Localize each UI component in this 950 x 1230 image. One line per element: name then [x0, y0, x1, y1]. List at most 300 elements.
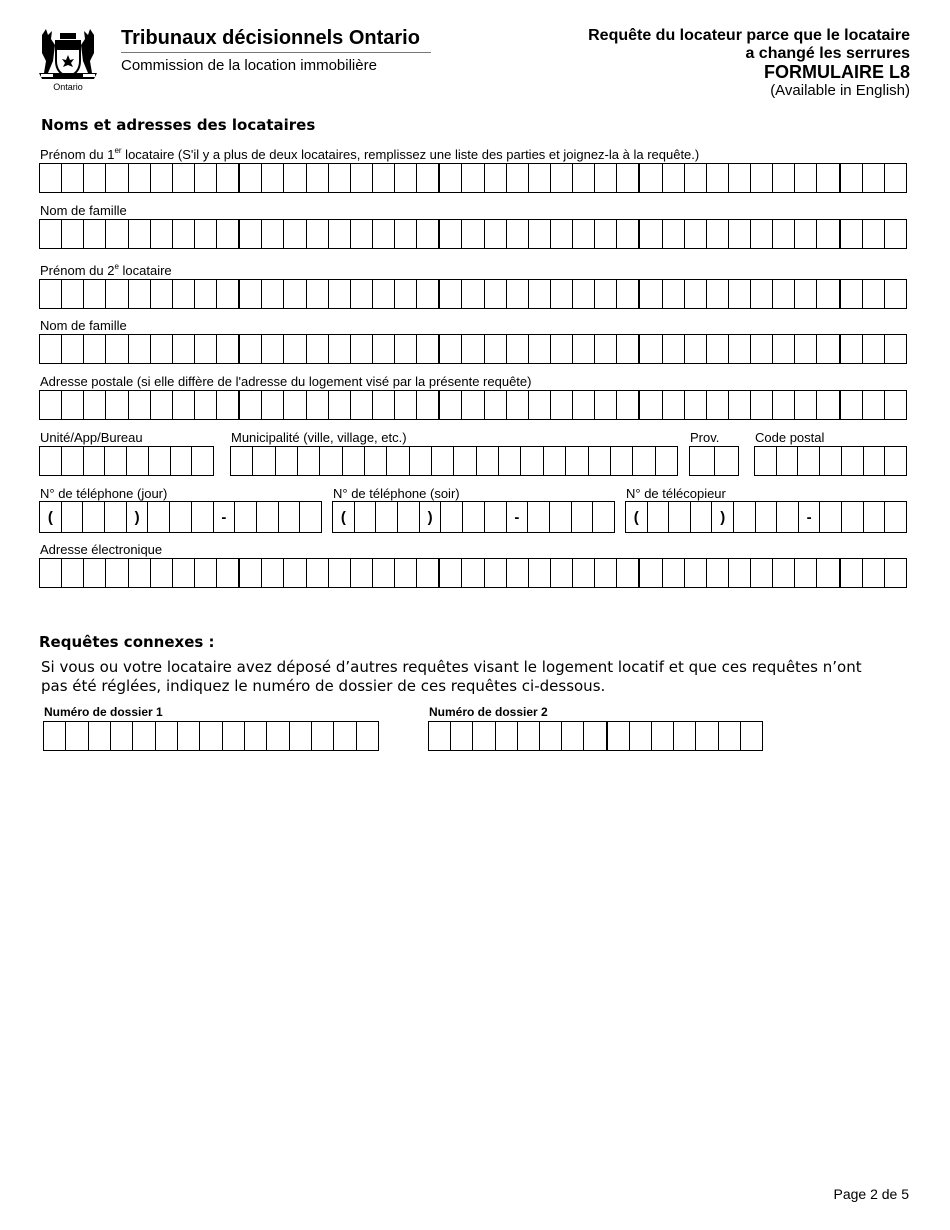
fax-input[interactable]	[625, 501, 907, 533]
char-box	[128, 220, 150, 248]
char-box	[244, 722, 266, 750]
phone-cell	[82, 502, 104, 532]
char-box	[662, 559, 684, 587]
char-box	[498, 447, 520, 475]
char-box	[662, 164, 684, 192]
related-text: Si vous ou votre locataire avez déposé d’autres requêtes visant le logement locatif et que ces requêtes n’ont pas été réglées, indiquez le numéro de dossier de ces requêtes ci-dessous.	[41, 658, 862, 695]
char-box	[105, 280, 127, 308]
char-box	[311, 722, 333, 750]
char-box	[350, 164, 372, 192]
char-box	[632, 447, 654, 475]
char-box	[306, 559, 328, 587]
file-number-1-label: Numéro de dossier 1	[44, 705, 163, 719]
char-box	[177, 722, 199, 750]
char-box	[155, 722, 177, 750]
char-box	[794, 391, 816, 419]
char-box	[194, 220, 216, 248]
char-box	[684, 164, 706, 192]
char-box	[750, 391, 772, 419]
char-box	[61, 335, 83, 363]
char-box	[132, 722, 154, 750]
char-box	[150, 559, 172, 587]
char-box	[394, 220, 416, 248]
char-box	[350, 280, 372, 308]
char-box	[884, 335, 906, 363]
municipality-input[interactable]	[230, 446, 678, 476]
phone-day-input[interactable]	[39, 501, 322, 533]
char-box	[283, 391, 305, 419]
char-box	[673, 722, 695, 750]
first-name-2-input[interactable]	[39, 279, 907, 309]
char-box	[476, 447, 498, 475]
phone-cell	[397, 502, 419, 532]
form-title-line-2: a changé les serrures	[745, 45, 910, 62]
phone-cell	[484, 502, 506, 532]
last-name-2-input[interactable]	[39, 334, 907, 364]
char-box	[750, 164, 772, 192]
char-box	[128, 559, 150, 587]
char-box	[794, 335, 816, 363]
phone-cell	[191, 502, 213, 532]
phone-cell	[776, 502, 798, 532]
char-box	[606, 722, 629, 750]
char-box	[333, 722, 355, 750]
char-box	[506, 280, 528, 308]
char-box	[706, 280, 728, 308]
char-box	[816, 391, 838, 419]
char-box	[194, 559, 216, 587]
char-box	[40, 164, 61, 192]
char-box	[61, 220, 83, 248]
char-box	[629, 722, 651, 750]
char-box	[105, 559, 127, 587]
last-name-1-input[interactable]	[39, 219, 907, 249]
first-name-2-label	[40, 263, 172, 278]
phone-day-label: N° de téléphone (jour)	[40, 486, 168, 501]
char-box	[372, 220, 394, 248]
char-box	[306, 391, 328, 419]
email-label: Adresse électronique	[40, 542, 163, 557]
char-box	[126, 447, 148, 475]
char-box	[61, 447, 83, 475]
phone-cell	[592, 502, 614, 532]
phone-evening-input[interactable]	[332, 501, 615, 533]
char-box	[306, 164, 328, 192]
char-box	[684, 391, 706, 419]
char-box	[372, 559, 394, 587]
char-box	[238, 391, 261, 419]
char-box	[438, 220, 461, 248]
char-box	[61, 164, 83, 192]
char-box	[572, 559, 594, 587]
char-box	[616, 559, 638, 587]
char-box	[706, 164, 728, 192]
prov-input[interactable]	[689, 446, 739, 476]
mailing-address-label: Adresse postale (si elle diffère de l'adresse du logement visé par la présente requête)	[40, 374, 532, 389]
char-box	[594, 164, 616, 192]
char-box	[638, 391, 661, 419]
char-box	[461, 220, 483, 248]
phone-cell	[690, 502, 712, 532]
char-box	[238, 280, 261, 308]
char-box	[755, 447, 776, 475]
phone-cell	[571, 502, 593, 532]
char-box	[506, 335, 528, 363]
char-box	[728, 335, 750, 363]
phone-cell	[819, 502, 841, 532]
char-box	[561, 722, 583, 750]
fax-open-paren: (	[633, 508, 639, 526]
char-box	[862, 220, 884, 248]
char-box	[740, 722, 762, 750]
char-box	[662, 335, 684, 363]
char-box	[862, 164, 884, 192]
form-heading	[588, 27, 910, 99]
char-box	[862, 280, 884, 308]
char-box	[283, 335, 305, 363]
fax-label: N° de télécopieur	[626, 486, 726, 501]
char-box	[431, 447, 453, 475]
char-box	[40, 559, 61, 587]
file-number-1-input[interactable]	[43, 721, 379, 751]
char-box	[794, 559, 816, 587]
last-name-1-label: Nom de famille	[40, 203, 127, 218]
first-name-1-label	[40, 147, 699, 162]
char-box	[394, 164, 416, 192]
first-name-1-input[interactable]	[39, 163, 907, 193]
char-box	[484, 220, 506, 248]
char-box	[44, 722, 65, 750]
char-box	[150, 391, 172, 419]
char-box	[328, 280, 350, 308]
char-box	[750, 335, 772, 363]
char-box	[550, 391, 572, 419]
unit-input[interactable]	[39, 446, 214, 476]
char-box	[839, 391, 862, 419]
char-box	[328, 559, 350, 587]
char-box	[328, 335, 350, 363]
char-box	[506, 391, 528, 419]
char-box	[172, 335, 194, 363]
char-box	[543, 447, 565, 475]
phone-cell	[884, 502, 906, 532]
char-box	[88, 722, 110, 750]
char-box	[416, 335, 438, 363]
char-box	[750, 280, 772, 308]
char-box	[695, 722, 717, 750]
char-box	[794, 164, 816, 192]
char-box	[819, 447, 841, 475]
char-box	[528, 559, 550, 587]
char-box	[306, 280, 328, 308]
char-box	[794, 220, 816, 248]
char-box	[884, 447, 906, 475]
char-box	[216, 559, 238, 587]
char-box	[706, 559, 728, 587]
char-box	[283, 280, 305, 308]
phone-cell	[147, 502, 169, 532]
char-box	[706, 335, 728, 363]
file-number-2-input[interactable]	[428, 721, 763, 751]
char-box	[616, 164, 638, 192]
phone-cell	[354, 502, 376, 532]
char-box	[222, 722, 244, 750]
char-box	[110, 722, 132, 750]
phone-cell	[462, 502, 484, 532]
char-box	[150, 164, 172, 192]
char-box	[194, 391, 216, 419]
char-box	[261, 164, 283, 192]
char-box	[884, 164, 906, 192]
char-box	[61, 559, 83, 587]
char-box	[884, 559, 906, 587]
char-box	[594, 559, 616, 587]
char-box	[275, 447, 297, 475]
char-box	[105, 391, 127, 419]
char-box	[83, 447, 105, 475]
char-box	[461, 335, 483, 363]
phone-cell	[256, 502, 278, 532]
char-box	[506, 164, 528, 192]
char-box	[438, 280, 461, 308]
char-box	[655, 447, 677, 475]
related-heading: Requêtes connexes :	[39, 633, 215, 651]
char-box	[83, 391, 105, 419]
phone-cell	[841, 502, 863, 532]
phone-evening-label: N° de téléphone (soir)	[333, 486, 460, 501]
char-box	[83, 280, 105, 308]
char-box	[283, 559, 305, 587]
char-box	[528, 164, 550, 192]
char-box	[472, 722, 494, 750]
phone-cell	[668, 502, 690, 532]
char-box	[191, 447, 213, 475]
char-box	[718, 722, 740, 750]
char-box	[328, 164, 350, 192]
char-box	[216, 391, 238, 419]
char-box	[416, 220, 438, 248]
char-box	[528, 280, 550, 308]
char-box	[750, 559, 772, 587]
header-divider	[121, 52, 431, 53]
char-box	[616, 280, 638, 308]
char-box	[438, 559, 461, 587]
char-box	[684, 559, 706, 587]
char-box	[194, 280, 216, 308]
org-subtitle: Commission de la location immobilière	[121, 57, 377, 74]
char-box	[105, 164, 127, 192]
char-box	[750, 220, 772, 248]
char-box	[83, 335, 105, 363]
char-box	[528, 220, 550, 248]
first-name-2-sup: e	[114, 262, 119, 271]
char-box	[616, 220, 638, 248]
phone-cell	[755, 502, 777, 532]
char-box	[40, 447, 61, 475]
char-box	[238, 335, 261, 363]
char-box	[350, 391, 372, 419]
char-box	[238, 559, 261, 587]
char-box	[283, 220, 305, 248]
file-number-2-label: Numéro de dossier 2	[429, 705, 548, 719]
phone-cell	[169, 502, 191, 532]
char-box	[862, 391, 884, 419]
char-box	[172, 280, 194, 308]
char-box	[772, 559, 794, 587]
char-box	[550, 220, 572, 248]
char-box	[40, 280, 61, 308]
char-box	[572, 280, 594, 308]
char-box	[797, 447, 819, 475]
char-box	[772, 280, 794, 308]
phone-cell	[278, 502, 300, 532]
char-box	[461, 164, 483, 192]
char-box	[863, 447, 885, 475]
phone-cell	[863, 502, 885, 532]
char-box	[394, 559, 416, 587]
char-box	[839, 335, 862, 363]
char-box	[172, 559, 194, 587]
char-box	[572, 391, 594, 419]
char-box	[638, 164, 661, 192]
char-box	[40, 391, 61, 419]
char-box	[438, 335, 461, 363]
char-box	[550, 280, 572, 308]
char-box	[728, 220, 750, 248]
phone-cell	[104, 502, 126, 532]
first-name-1-suffix: locataire (S'il y a plus de deux locataires, remplissez une liste des parties et joignez-la à la requête.)	[121, 147, 700, 162]
char-box	[65, 722, 87, 750]
postal-code-label: Code postal	[755, 430, 825, 445]
mailing-address-input[interactable]	[39, 390, 907, 420]
char-box	[416, 164, 438, 192]
char-box	[594, 220, 616, 248]
char-box	[572, 220, 594, 248]
fax-close-paren: )	[711, 502, 733, 532]
char-box	[484, 335, 506, 363]
phone-evening-open-paren: (	[340, 508, 346, 526]
char-box	[104, 447, 126, 475]
phone-cell	[647, 502, 669, 532]
char-box	[572, 335, 594, 363]
char-box	[495, 722, 517, 750]
char-box	[283, 164, 305, 192]
char-box	[684, 335, 706, 363]
char-box	[216, 280, 238, 308]
char-box	[216, 335, 238, 363]
char-box	[416, 280, 438, 308]
char-box	[194, 164, 216, 192]
char-box	[616, 391, 638, 419]
char-box	[816, 220, 838, 248]
char-box	[616, 335, 638, 363]
char-box	[356, 722, 378, 750]
char-box	[83, 164, 105, 192]
char-box	[450, 722, 472, 750]
char-box	[453, 447, 475, 475]
phone-cell	[375, 502, 397, 532]
last-name-2-label: Nom de famille	[40, 318, 127, 333]
char-box	[372, 164, 394, 192]
char-box	[289, 722, 311, 750]
char-box	[261, 559, 283, 587]
phone-day-dash: -	[213, 502, 235, 532]
char-box	[706, 220, 728, 248]
first-name-1-prefix: Prénom du 1	[40, 147, 115, 162]
postal-code-input[interactable]	[754, 446, 907, 476]
first-name-1-sup: er	[114, 146, 122, 155]
char-box	[728, 559, 750, 587]
char-box	[261, 335, 283, 363]
char-box	[261, 280, 283, 308]
char-box	[772, 335, 794, 363]
char-box	[297, 447, 319, 475]
char-box	[662, 220, 684, 248]
char-box	[484, 391, 506, 419]
char-box	[594, 280, 616, 308]
char-box	[372, 280, 394, 308]
char-box	[252, 447, 274, 475]
char-box	[517, 722, 539, 750]
char-box	[416, 391, 438, 419]
char-box	[306, 335, 328, 363]
char-box	[306, 220, 328, 248]
char-box	[438, 164, 461, 192]
char-box	[583, 722, 605, 750]
char-box	[150, 220, 172, 248]
char-box	[128, 335, 150, 363]
char-box	[506, 559, 528, 587]
char-box	[83, 559, 105, 587]
char-box	[588, 447, 610, 475]
char-box	[40, 335, 61, 363]
char-box	[638, 280, 661, 308]
char-box	[839, 164, 862, 192]
phone-evening-close-paren: )	[419, 502, 441, 532]
phone-evening-dash: -	[506, 502, 528, 532]
char-box	[816, 280, 838, 308]
char-box	[706, 391, 728, 419]
phone-cell	[61, 502, 83, 532]
first-name-2-suffix: locataire	[118, 263, 172, 278]
char-box	[172, 391, 194, 419]
char-box	[172, 164, 194, 192]
char-box	[128, 280, 150, 308]
char-box	[350, 335, 372, 363]
phone-cell	[299, 502, 321, 532]
char-box	[572, 164, 594, 192]
char-box	[429, 722, 450, 750]
char-box	[638, 220, 661, 248]
email-input[interactable]	[39, 558, 907, 588]
char-box	[194, 335, 216, 363]
char-box	[772, 391, 794, 419]
char-box	[550, 559, 572, 587]
char-box	[841, 447, 863, 475]
char-box	[794, 280, 816, 308]
char-box	[714, 447, 739, 475]
char-box	[416, 559, 438, 587]
char-box	[461, 280, 483, 308]
char-box	[150, 335, 172, 363]
char-box	[328, 220, 350, 248]
char-box	[40, 220, 61, 248]
char-box	[105, 220, 127, 248]
char-box	[170, 447, 192, 475]
char-box	[238, 164, 261, 192]
char-box	[231, 447, 252, 475]
char-box	[772, 220, 794, 248]
